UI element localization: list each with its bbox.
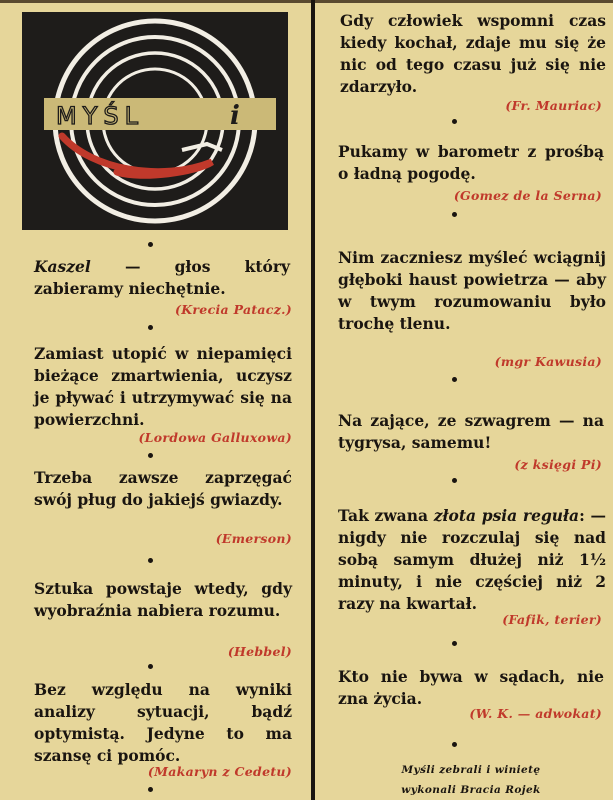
separator-dot — [452, 478, 457, 483]
author: (mgr Kawusia) — [494, 354, 602, 369]
separator-dot — [452, 641, 457, 646]
aphorism-sztuka — [34, 578, 292, 622]
aphorism-lead: Tak zwana — [338, 506, 434, 525]
aphorism-lead-italic: złota psia reguła — [433, 506, 580, 525]
author: (Krecia Patacz.) — [175, 302, 292, 317]
aphorism-text: : — nigdy nie rozczulaj się nad sobą samym dłużej niż 1½ minuty, i nie częściej niż 2 razy na kwartał. — [338, 506, 606, 613]
aphorism-bez — [34, 679, 292, 767]
author: (W. K. — adwokat) — [469, 706, 602, 721]
aphorism-lead: Kaszel — [34, 257, 91, 276]
separator-dot — [148, 453, 153, 458]
credits-line-2: wykonali Bracia Rojek — [401, 784, 541, 796]
separator-dot — [452, 119, 457, 124]
aphorism-text: Bez względu na wyniki analizy sytuacji, bądź optymistą. Jedyne to ma szansę ci pomóc. — [34, 680, 292, 765]
separator-dot — [452, 377, 457, 382]
aphorism-gdy — [340, 10, 606, 98]
aphorism-text: Gdy człowiek wspomni czas kiedy kochał, zdaje mu się że nic od tego czasu już się nie zdarzyło. — [340, 11, 606, 96]
author: (Makaryn z Cedetu) — [147, 764, 292, 779]
right-column — [318, 0, 613, 800]
vignette-image — [22, 12, 288, 230]
aphorism-text: Trzeba zawsze zaprzęgać swój pług do jakiejś gwiazdy. — [34, 468, 292, 509]
vignette-word: MYŚL — [56, 102, 144, 130]
aphorism-trzeba — [34, 467, 292, 511]
aphorism-na-zajace — [338, 410, 604, 454]
aphorism-text: Na zające, ze szwagrem — na tygrysa, samemu! — [338, 411, 604, 452]
column-divider — [311, 0, 315, 800]
aphorism-kaszel — [34, 256, 290, 300]
author: (Lordowa Galluxowa) — [138, 430, 292, 445]
author: (Emerson) — [215, 531, 292, 546]
aphorism-text: — głos który zabieramy niechętnie. — [34, 257, 290, 298]
separator-dot — [148, 242, 153, 247]
aphorism-text: Pukamy w barometr z prośbą o ładną pogodę. — [338, 142, 604, 183]
separator-dot — [148, 664, 153, 669]
credits-line-1: Myśli zebrali i winietę — [401, 764, 541, 776]
aphorism-text: Nim zaczniesz myśleć wciągnij głęboki haust powietrza — aby w twym rozumowaniu było trochę tlenu. — [338, 248, 606, 333]
credits — [338, 760, 604, 800]
separator-dot — [148, 558, 153, 563]
aphorism-nim — [338, 247, 606, 335]
author: (Fafik, terier) — [502, 612, 602, 627]
separator-dot — [148, 325, 153, 330]
aphorism-zamiast — [34, 343, 292, 431]
separator-dot — [148, 787, 153, 792]
separator-dot — [452, 212, 457, 217]
aphorism-text: Zamiast utopić w niepamięci bieżące zmartwienia, uczysz je pływać i utrzymywać się na powierzchni. — [34, 344, 292, 429]
author: (Gomez de la Serna) — [453, 188, 602, 203]
aphorism-text: Sztuka powstaje wtedy, gdy wyobraźnia nabiera rozumu. — [34, 579, 292, 620]
author: (Fr. Mauriac) — [505, 98, 602, 113]
author: (z księgi Pi) — [514, 457, 602, 472]
aphorism-text: Kto nie bywa w sądach, nie zna życia. — [338, 667, 604, 708]
aphorism-tak-zwana — [338, 505, 606, 615]
aphorism-kto — [338, 666, 604, 710]
vignette-letter: i — [230, 101, 240, 131]
vignette-graphic — [22, 12, 288, 230]
aphorism-pukamy — [338, 141, 604, 185]
separator-dot — [452, 742, 457, 747]
author: (Hebbel) — [227, 644, 292, 659]
